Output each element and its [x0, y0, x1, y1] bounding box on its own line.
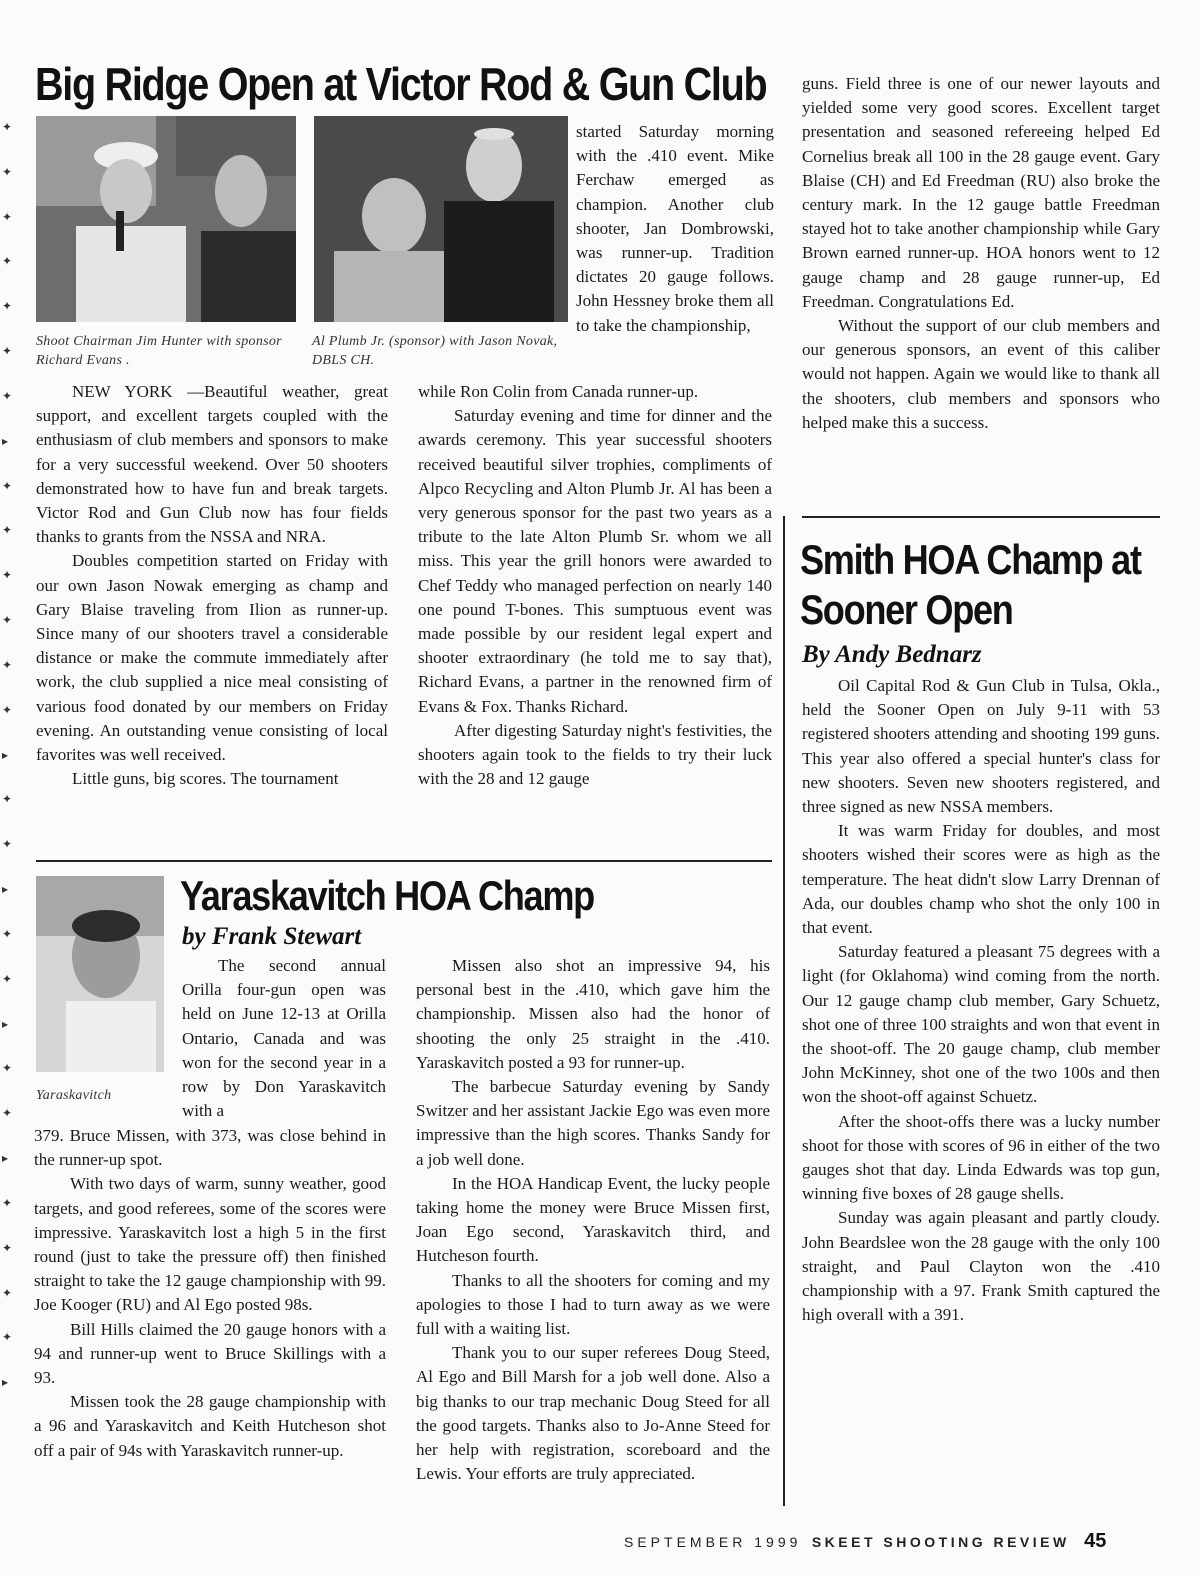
margin-mark: ✦: [2, 1106, 13, 1120]
headline-smith-line1: Smith HOA Champ at: [800, 536, 1141, 583]
headline-big-ridge: Big Ridge Open at Victor Rod & Gun Club: [35, 58, 767, 110]
caption-hunter-evans: Shoot Chairman Jim Hunter with sponsor Richard Evans .: [36, 334, 282, 368]
page-footer: [624, 1530, 1106, 1553]
paragraph: 379. Bruce Missen, with 373, was close behind in the runner-up spot.: [34, 1126, 386, 1170]
paragraph: Thank you to our super referees Doug Steed, Al Ego and Bill Marsh for a job well done. Also a big thanks to our trap mechanic Doug Steed for all the good targets. Thanks also to Jo-Anne Steed for her help with registration, scoreboard and the Lewis. Your efforts are truly appreciated.: [416, 1343, 770, 1484]
margin-mark: ✦: [2, 703, 13, 717]
margin-mark: ▸: [2, 434, 9, 448]
margin-mark: ▸: [2, 748, 9, 762]
paragraph: It was warm Friday for doubles, and most shooters wished their scores were as high as the temperature. The heat didn't slow Larry Drennan of Ada, our doubles champ who shot the only 100 in that event.: [802, 821, 1160, 938]
margin-mark: ✦: [2, 299, 13, 313]
yaraskavitch-col1: [34, 1124, 386, 1463]
margin-mark: ▸: [2, 1151, 9, 1165]
paragraph: Missen also shot an impressive 94, his personal best in the .410, which gave him the championship. Missen also had the honor of shooting the only 25 straight in the .410. Yaraskavitch posted a 93 for runner-up.: [416, 956, 770, 1072]
margin-marks: [2, 120, 16, 1440]
photo-yaraskavitch: [36, 876, 164, 1072]
paragraph: Sunday was again pleasant and partly cloudy. John Beardslee won the 28 gauge with the only 100 straight, and Paul Clayton won the .410 championship with a 97. Frank Smith captured the high overall with a 391.: [802, 1208, 1160, 1325]
margin-mark: ✦: [2, 972, 13, 986]
margin-mark: ✦: [2, 210, 13, 224]
margin-mark: ✦: [2, 1241, 13, 1255]
margin-mark: ✦: [2, 344, 13, 358]
paragraph: Oil Capital Rod & Gun Club in Tulsa, Okla., held the Sooner Open on July 9-11 with 53 registered shooters attending and shooting 199 guns. This year also offered a special hunter's class for new shooters. Seven new shooters registered, and three signed as new NSSA members.: [802, 676, 1160, 817]
margin-mark: ✦: [2, 1286, 13, 1300]
divider-rule: [36, 860, 772, 862]
margin-mark: ▸: [2, 1017, 9, 1031]
footer-issue: SEPTEMBER 1999: [624, 1534, 802, 1550]
smith-body: [802, 674, 1160, 1327]
yaraskavitch-col2: [416, 954, 770, 1486]
paragraph: Doubles competition started on Friday with our own Jason Nowak emerging as champ and Gary Blaise traveling from Ilion as runner-up. Since many of our shooters travel a considerable distance or make the commute immediately after work, the club supplied a nice meal consisting of various food donated by our members on Friday evening. An outstanding venue consisting of local favorites was well received.: [36, 551, 388, 765]
big-ridge-col2-top: [576, 120, 774, 338]
paragraph: Bill Hills claimed the 20 gauge honors with a 94 and runner-up went to Bruce Skillings with a 93.: [34, 1319, 386, 1388]
margin-mark: ✦: [2, 389, 13, 403]
margin-mark: ✦: [2, 254, 13, 268]
paragraph: After digesting Saturday night's festivities, the shooters again took to the fields to try their luck with the 28 and 12 gauge: [418, 720, 772, 789]
big-ridge-col2: [418, 380, 772, 791]
margin-mark: ✦: [2, 479, 13, 493]
big-ridge-col1: [36, 380, 388, 791]
photo-plumb-novak-image: [314, 116, 568, 322]
headline-yaraskavitch: Yaraskavitch HOA Champ: [180, 872, 594, 919]
margin-mark: ✦: [2, 523, 13, 537]
photo-plumb-novak: [314, 116, 568, 322]
paragraph: NEW YORK —Beautiful weather, great support, and excellent targets coupled with the enthusiasm of club members and sponsors to make for a very successful weekend. Over 50 shooters demonstrated how to have fun and break targets. Victor Rod and Gun Club now has four fields thanks to grants from the NSSA and NRA.: [36, 382, 388, 547]
paragraph: In the HOA Handicap Event, the lucky people taking home the money were Bruce Missen first, Joan Ego second, Yaraskavitch third, and Hutcheson fourth.: [416, 1173, 770, 1266]
paragraph: while Ron Colin from Canada runner-up.: [418, 382, 699, 401]
headline-smith-line2: Sooner Open: [800, 586, 1013, 633]
paragraph: The barbecue Saturday evening by Sandy Switzer and her assistant Jackie Ego was even more impressive than the high scores. Thanks Sandy for a job well done.: [416, 1077, 770, 1169]
margin-mark: ✦: [2, 120, 13, 134]
margin-mark: ✦: [2, 568, 13, 582]
paragraph: Saturday evening and time for dinner and the awards ceremony. This year successful shooters received beautiful silver trophies, compliments of Alpco Recycling and Alton Plumb Jr. Al has been a very generous sponsor for the past two years as a tribute to the late Alton Plumb Sr. whom we all miss. This year the grill honors were awarded to Chef Teddy who managed perfection on nearly 140 one pound T-bones. This sumptuous event was made possible by our resident legal expert and shooter extraordinary (he told me to say that), Richard Evans, a partner in the renowned firm of Evans & Fox. Thanks Richard.: [418, 406, 772, 716]
paragraph: guns. Field three is one of our newer layouts and yielded some very good scores. Excellent target presentation and seasoned refereeing helped Ed Cornelius break all 100 in the 28 gauge event. Gary Blaise (CH) and Ed Freedman (RU) also broke the century mark. In the 12 gauge battle Freedman stayed hot to take another championship while Gary Brown earned runner-up. HOA honors went to 12 gauge champ and 28 gauge runner-up, Ed Freedman. Congratulations Ed.: [802, 74, 1160, 311]
photo-hunter-evans-image: [36, 116, 296, 322]
yaraskavitch-lead: [182, 954, 386, 1123]
margin-mark: ▸: [2, 1375, 9, 1389]
divider-rule: [802, 516, 1160, 518]
paragraph: Without the support of our club members and our generous sponsors, an event of this caliber would not happen. Again we would like to thank all the shooters, club members and sponsors who helped make this a success.: [802, 316, 1160, 432]
margin-mark: ✦: [2, 165, 13, 179]
paragraph: With two days of warm, sunny weather, good targets, and good referees, some of the scores were impressive. Yaraskavitch lost a high 5 in the first round (just to take the pressure off) then finished straight to take the 12 gauge championship with 99. Joe Kooger (RU) and Al Ego posted 98s.: [34, 1174, 386, 1315]
caption-plumb-novak: Al Plumb Jr. (sponsor) with Jason Novak, DBLS CH.: [312, 334, 558, 368]
photo-yaraskavitch-image: [36, 876, 164, 1072]
column-divider: [783, 516, 785, 1506]
paragraph: Saturday featured a pleasant 75 degrees with a light (for Oklahoma) wind coming from the north. Our 12 gauge champ club member, Gary Schuetz, shot one of three 100 straights and won that event in the shoot-off. The 20 gauge champ, club member John McKinney, shot one of the two 100s and then won the shoot-off against Schuetz.: [802, 942, 1160, 1107]
paragraph: Little guns, big scores. The tournament: [72, 769, 339, 789]
paragraph: Thanks to all the shooters for coming and my apologies to those I had to turn away as we were full with a waiting list.: [416, 1270, 770, 1339]
margin-mark: ▸: [2, 882, 9, 896]
footer-magazine: SKEET SHOOTING REVIEW: [811, 1534, 1070, 1550]
margin-mark: ✦: [2, 1196, 13, 1210]
caption-yaraskavitch: Yaraskavitch: [36, 1088, 112, 1103]
margin-mark: ✦: [2, 658, 13, 672]
margin-mark: ✦: [2, 927, 13, 941]
margin-mark: ✦: [2, 792, 13, 806]
byline-stewart: by Frank Stewart: [182, 923, 362, 950]
byline-bednarz: By Andy Bednarz: [802, 641, 982, 668]
photo-hunter-evans: [36, 116, 296, 322]
page-number: 45: [1084, 1530, 1107, 1552]
margin-mark: ✦: [2, 613, 13, 627]
margin-mark: ✦: [2, 1330, 13, 1344]
paragraph: After the shoot-offs there was a lucky number shoot for those with scores of 96 in either of the two gauges shot that day. Linda Edwards was top gun, winning five boxes of 28 gauge shells.: [802, 1111, 1160, 1204]
big-ridge-col3: [802, 72, 1160, 435]
margin-mark: ✦: [2, 837, 13, 851]
paragraph: The second annual Orilla four-gun open was held on June 12-13 at Orilla Ontario, Canada and was won for the second year in a row by Don Yaraskavitch with a: [182, 956, 386, 1121]
paragraph: started Saturday morning with the .410 event. Mike Ferchaw emerged as champion. Another club shooter, Jan Dombrowski, was runner-up. Tradition dictates 20 gauge follows. John Hessney broke them all to take the championship,: [576, 122, 774, 335]
margin-mark: ✦: [2, 1061, 13, 1075]
paragraph: Missen took the 28 gauge championship with a 96 and Yaraskavitch and Keith Hutcheson shot off a pair of 94s with Yaraskavitch runner-up.: [34, 1392, 386, 1460]
